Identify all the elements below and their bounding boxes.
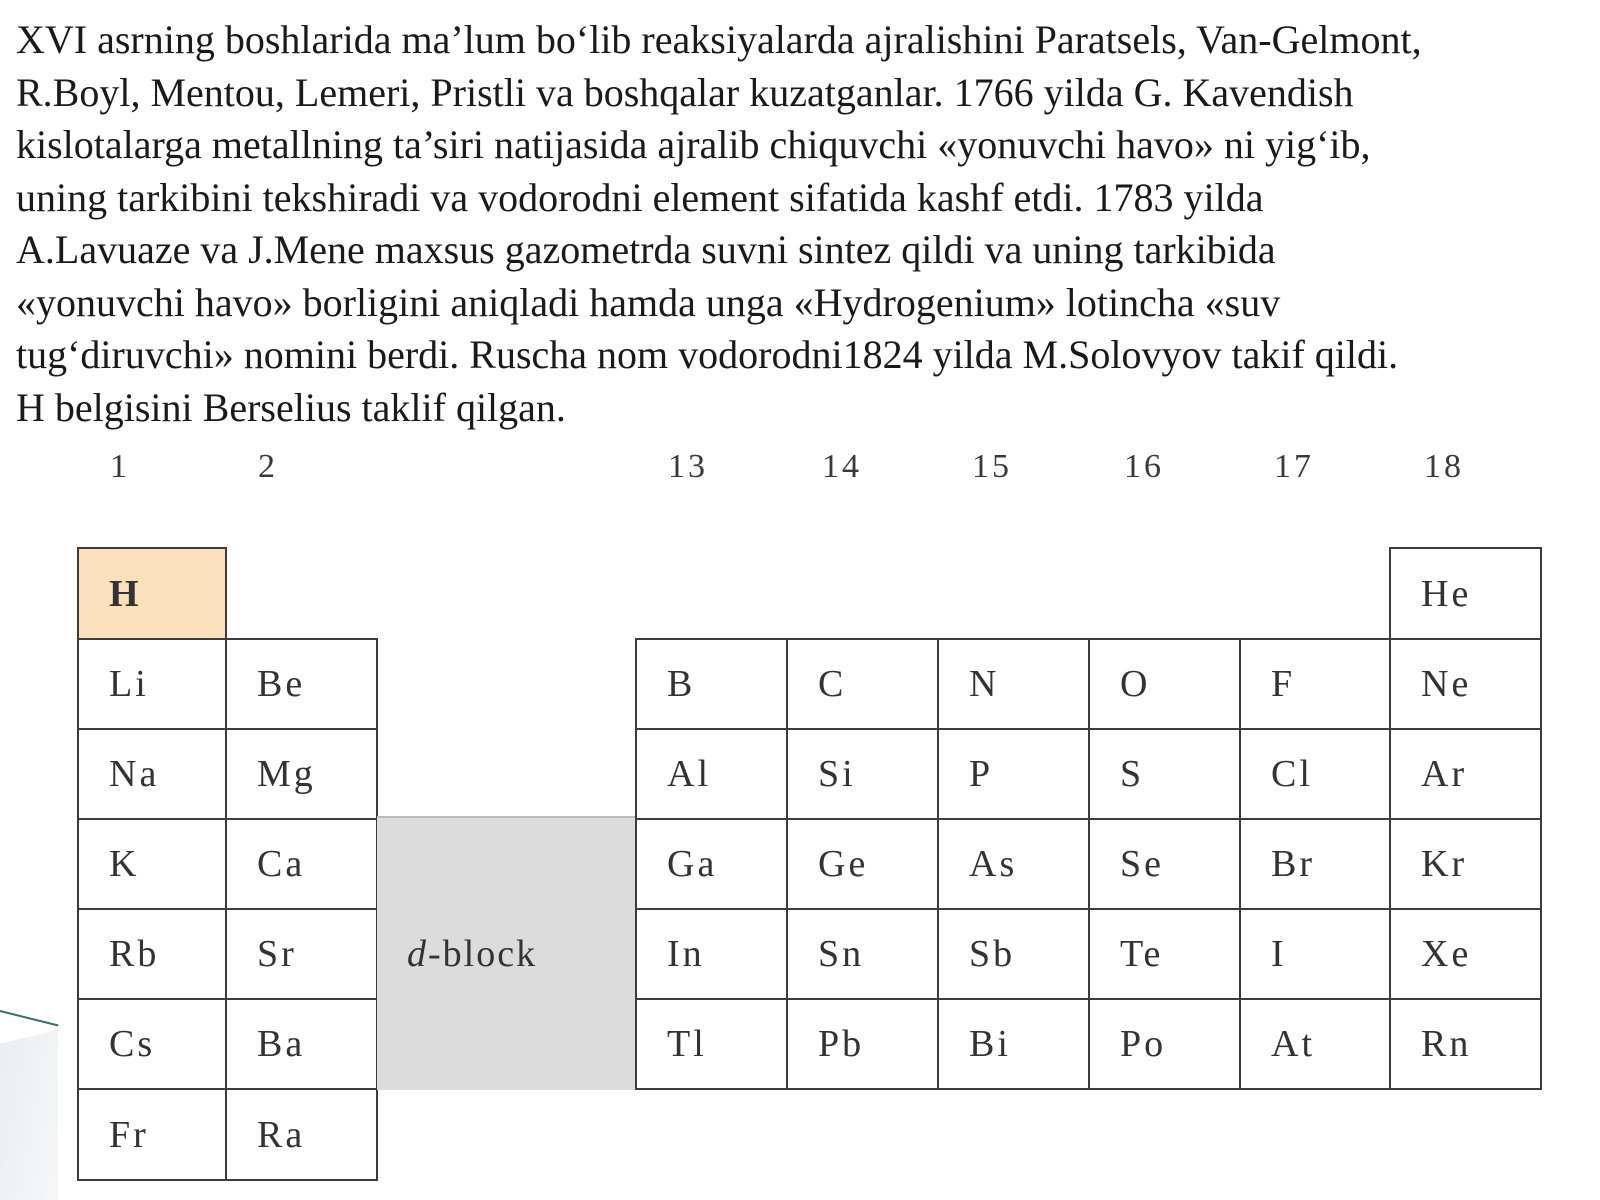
element-cell-sulfur: S xyxy=(1088,728,1241,820)
group-number-17: 17 xyxy=(1274,448,1314,485)
group-number-14: 14 xyxy=(822,448,862,485)
element-cell-calcium: Ca xyxy=(225,818,378,910)
element-cell-tin: Sn xyxy=(786,908,939,1000)
element-cell-beryllium: Be xyxy=(225,638,378,730)
element-cell-krypton: Kr xyxy=(1389,818,1542,910)
element-cell-francium: Fr xyxy=(77,1088,227,1181)
element-cell-silicon: Si xyxy=(786,728,939,820)
element-cell-aluminium: Al xyxy=(635,728,788,820)
element-cell-magnesium: Mg xyxy=(225,728,378,820)
group-number-2: 2 xyxy=(258,448,278,485)
paragraph-line: H belgisini Berselius taklif qilgan. xyxy=(16,384,566,430)
group-number-13: 13 xyxy=(668,448,708,485)
group-number-18: 18 xyxy=(1424,448,1464,485)
paragraph-line: «yonuvchi havo» borligini aniqladi hamda unga «Hydrogenium» lotincha «suv xyxy=(16,279,1281,325)
element-cell-caesium: Cs xyxy=(77,998,227,1090)
element-cell-tellurium: Te xyxy=(1088,908,1241,1000)
element-cell-nitrogen: N xyxy=(937,638,1090,730)
element-cell-hydrogen: H xyxy=(77,547,227,640)
paragraph-line: tug‘diruvchi» nomini berdi. Ruscha nom vodorodni1824 yilda M.Solovyov takif qildi. xyxy=(16,332,1399,377)
element-cell-lead: Pb xyxy=(786,998,939,1090)
history-paragraph xyxy=(16,14,1591,434)
element-cell-selenium: Se xyxy=(1088,818,1241,910)
d-block-italic-letter: d xyxy=(407,933,428,975)
element-cell-bromine: Br xyxy=(1239,818,1391,910)
element-cell-iodine: I xyxy=(1239,908,1391,1000)
element-cell-germanium: Ge xyxy=(786,818,939,910)
group-number-1: 1 xyxy=(110,448,130,485)
element-cell-sodium: Na xyxy=(77,728,227,820)
group-number-16: 16 xyxy=(1124,448,1164,485)
element-cell-rubidium: Rb xyxy=(77,908,227,1000)
element-cell-strontium: Sr xyxy=(225,908,378,1000)
element-cell-radium: Ra xyxy=(225,1088,378,1181)
paragraph-line: kislotalarga metallning ta’siri natijasida ajralib chiquvchi «yonuvchi havo» ni yig‘ib, xyxy=(16,122,1371,167)
element-cell-thallium: Tl xyxy=(635,998,788,1090)
element-cell-helium: He xyxy=(1389,547,1542,640)
element-cell-chlorine: Cl xyxy=(1239,728,1391,820)
element-cell-neon: Ne xyxy=(1389,638,1542,730)
element-cell-xenon: Xe xyxy=(1389,908,1542,1000)
element-cell-gallium: Ga xyxy=(635,818,788,910)
paragraph-line: R.Boyl, Mentou, Lemeri, Pristli va boshqalar kuzatganlar. 1766 yilda G. Kavendish xyxy=(16,69,1354,115)
paragraph-line: A.Lavuaze va J.Mene maxsus gazometrda suvni sintez qildi va uning tarkibida xyxy=(16,227,1276,272)
element-cell-antimony: Sb xyxy=(937,908,1090,1000)
element-cell-lithium: Li xyxy=(77,638,227,730)
element-cell-boron: B xyxy=(635,638,788,730)
element-cell-carbon: C xyxy=(786,638,939,730)
element-cell-phosphorus: P xyxy=(937,728,1090,820)
element-cell-barium: Ba xyxy=(225,998,378,1090)
element-cell-fluorine: F xyxy=(1239,638,1391,730)
d-block-region xyxy=(377,816,635,1090)
element-cell-oxygen: O xyxy=(1088,638,1241,730)
element-cell-arsenic: As xyxy=(937,818,1090,910)
slide-decoration-panel xyxy=(0,1030,58,1200)
group-number-15: 15 xyxy=(972,448,1012,485)
d-block-label: -block xyxy=(428,933,538,975)
slide-decoration-line xyxy=(0,1010,58,1026)
element-cell-radon: Rn xyxy=(1389,998,1542,1090)
element-cell-astatine: At xyxy=(1239,998,1391,1090)
element-cell-argon: Ar xyxy=(1389,728,1542,820)
paragraph-line: XVI asrning boshlarida ma’lum bo‘lib reaksiyalarda ajralishini Paratsels, Van-Gelmont, xyxy=(16,17,1422,62)
element-cell-potassium: K xyxy=(77,818,227,910)
element-cell-polonium: Po xyxy=(1088,998,1241,1090)
element-cell-indium: In xyxy=(635,908,788,1000)
element-cell-bismuth: Bi xyxy=(937,998,1090,1090)
paragraph-line: uning tarkibini tekshiradi va vodorodni element sifatida kashf etdi. 1783 yilda xyxy=(16,174,1264,220)
